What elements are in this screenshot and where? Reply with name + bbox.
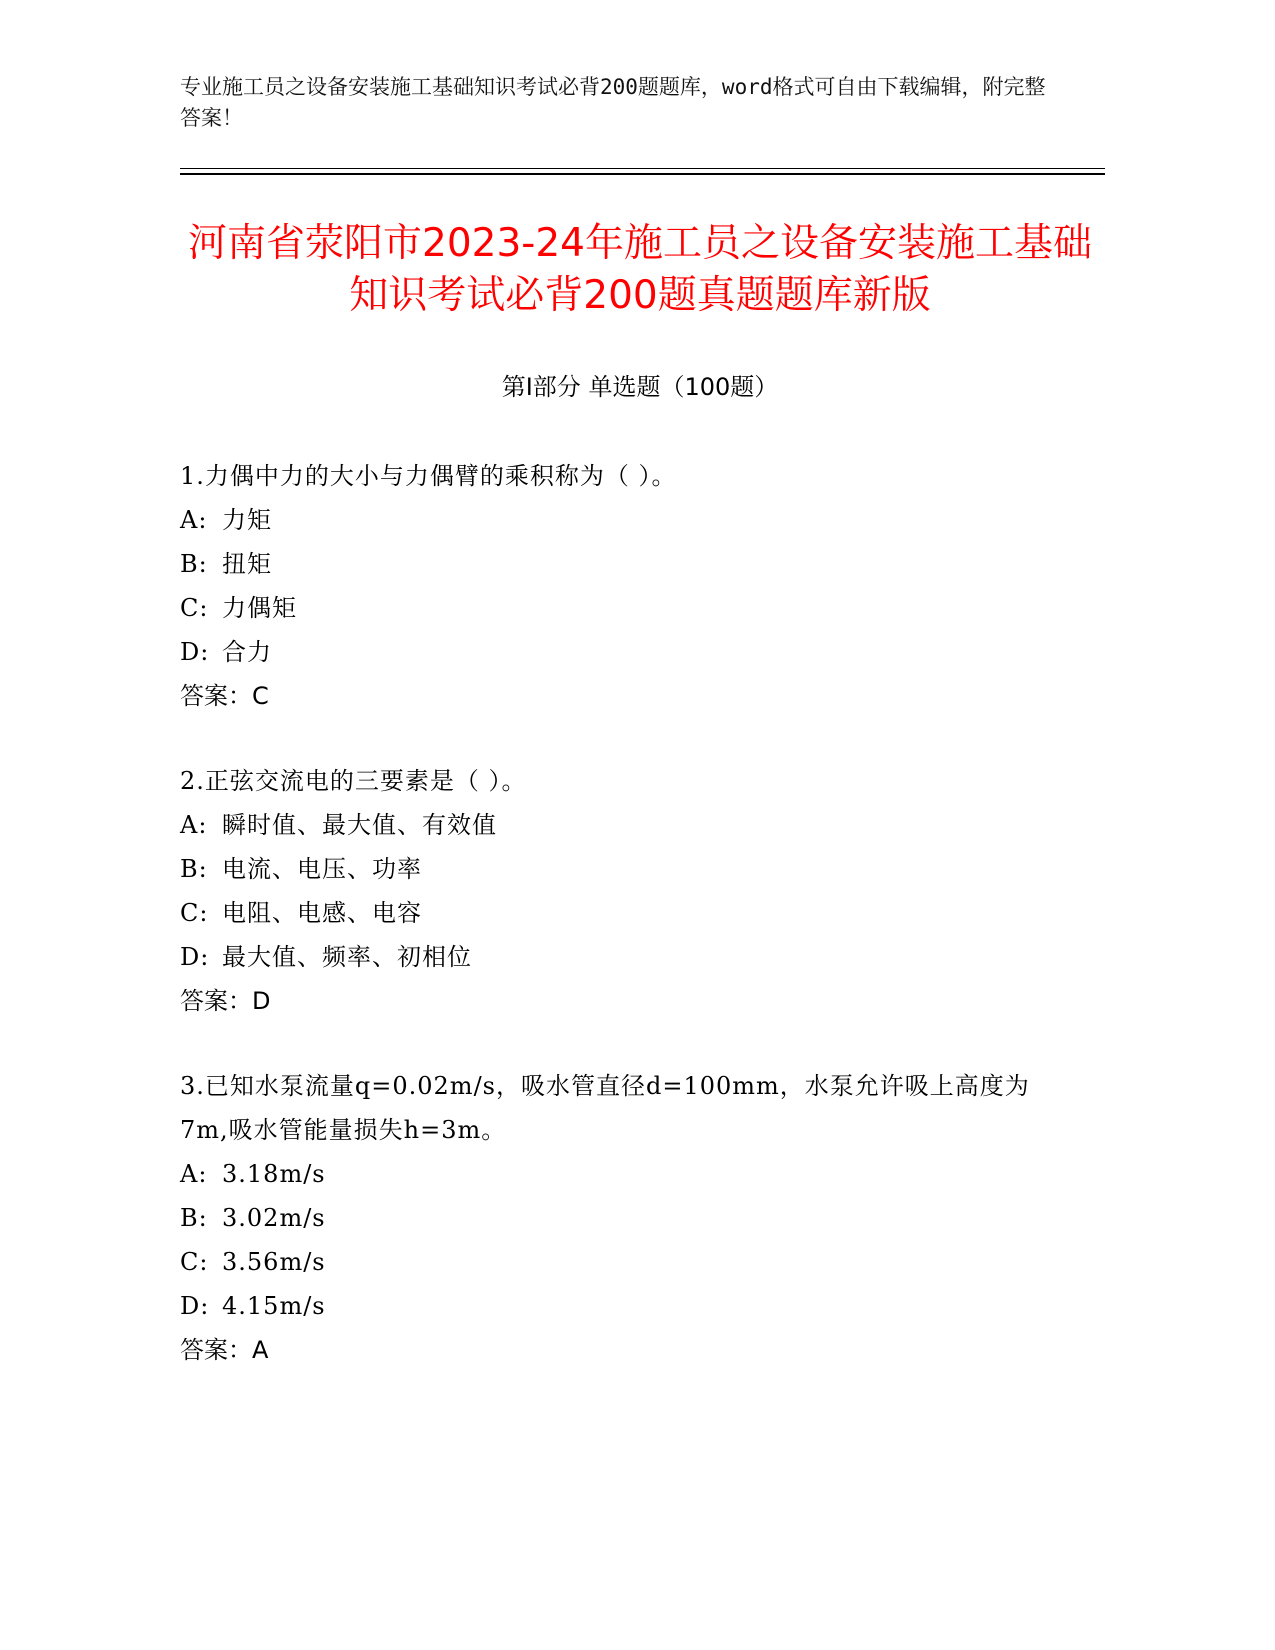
header-divider-thick xyxy=(180,173,1105,175)
option-c xyxy=(180,586,1040,630)
option-b xyxy=(180,542,1040,586)
option-key: A: xyxy=(180,1160,208,1188)
option-c xyxy=(180,1240,1040,1284)
question-stem: 1.力偶中力的大小与力偶臂的乘积称为（ ）。 xyxy=(180,462,677,490)
option-key: B: xyxy=(180,855,208,883)
answer: 答案：A xyxy=(180,1336,269,1364)
option-c xyxy=(180,891,1040,935)
option-text: 电流、电压、功率 xyxy=(222,855,422,883)
question-1 xyxy=(180,454,1040,718)
option-a xyxy=(180,803,1040,847)
answer: 答案：C xyxy=(180,682,269,710)
answer: 答案：D xyxy=(180,987,271,1015)
option-text: 力偶矩 xyxy=(222,594,297,622)
option-key: C: xyxy=(180,594,209,622)
option-text: 4.15m/s xyxy=(222,1292,326,1320)
option-text: 力矩 xyxy=(222,506,272,534)
question-stem: 3.已知水泵流量q=0.02m/s，吸水管直径d=100mm，水泵允许吸上高度为7m,吸水管能量损失h=3m。 xyxy=(180,1072,1030,1144)
option-d xyxy=(180,630,1040,674)
option-text: 瞬时值、最大值、有效值 xyxy=(222,811,497,839)
option-text: 扭矩 xyxy=(222,550,272,578)
question-3 xyxy=(180,1064,1040,1372)
option-a xyxy=(180,498,1040,542)
option-text: 最大值、频率、初相位 xyxy=(222,943,472,971)
question-2 xyxy=(180,759,1040,1023)
option-key: A: xyxy=(180,811,208,839)
option-d xyxy=(180,1284,1040,1328)
option-key: D: xyxy=(180,943,210,971)
option-text: 3.56m/s xyxy=(222,1248,326,1276)
option-key: D: xyxy=(180,638,210,666)
option-key: B: xyxy=(180,1204,208,1232)
option-b xyxy=(180,1196,1040,1240)
option-key: C: xyxy=(180,899,209,927)
option-a xyxy=(180,1152,1040,1196)
document-title: 河南省荥阳市2023-24年施工员之设备安装施工基础知识考试必背200题真题题库新版 xyxy=(188,221,1092,318)
header-note: 专业施工员之设备安装施工基础知识考试必背200题题库，word格式可自由下载编辑，附完整答案！ xyxy=(180,75,1046,130)
option-text: 电阻、电感、电容 xyxy=(222,899,422,927)
header-divider-thin xyxy=(180,168,1105,169)
section-heading: 第I部分 单选题（100题） xyxy=(501,373,779,401)
option-key: B: xyxy=(180,550,208,578)
option-key: A: xyxy=(180,506,208,534)
option-key: C: xyxy=(180,1248,209,1276)
question-stem: 2.正弦交流电的三要素是（ ）。 xyxy=(180,767,527,795)
option-d xyxy=(180,935,1040,979)
option-key: D: xyxy=(180,1292,210,1320)
option-text: 3.02m/s xyxy=(222,1204,326,1232)
option-text: 3.18m/s xyxy=(222,1160,326,1188)
option-text: 合力 xyxy=(222,638,272,666)
option-b xyxy=(180,847,1040,891)
